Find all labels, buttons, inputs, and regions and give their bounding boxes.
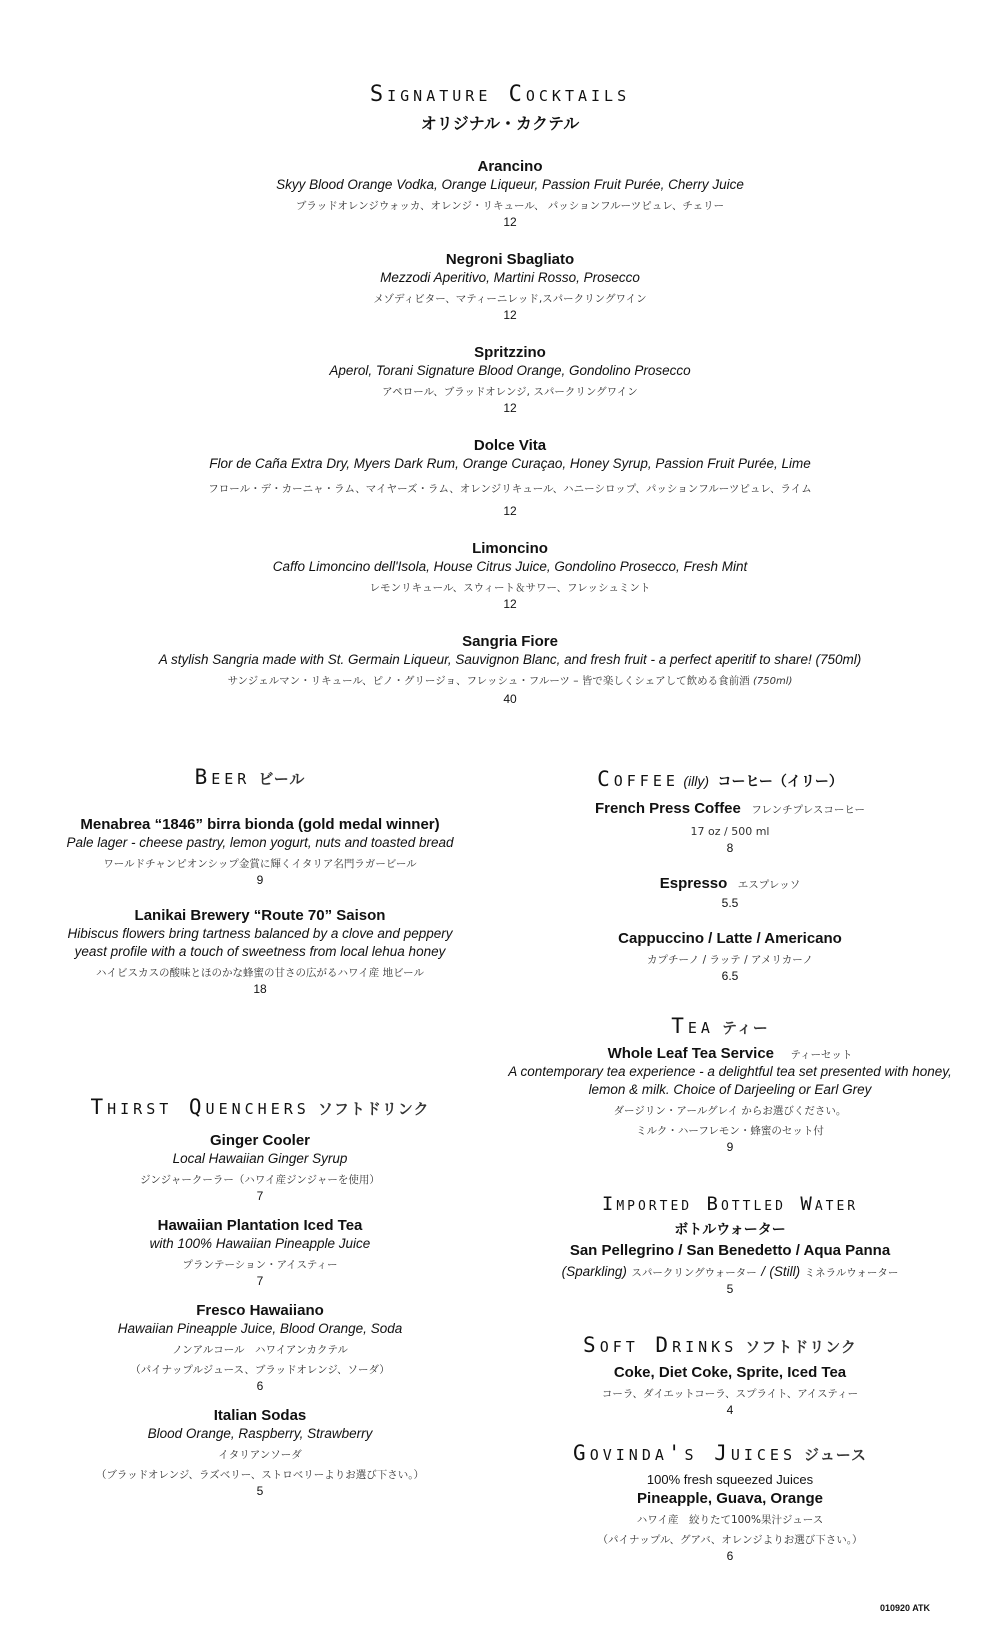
tea-title-row	[480, 1014, 960, 1038]
menu-item	[50, 906, 470, 997]
item-price: 9	[256, 873, 264, 887]
item-desc: Skyy Blood Orange Vodka, Orange Liqueur, Passion Fruit Purée, Cherry Juice	[276, 177, 744, 192]
item-name: Dolce Vita	[473, 437, 547, 454]
item-name: Menabrea “1846” birra bionda (gold medal winner)	[80, 816, 440, 833]
item-name: Pineapple, Guava, Orange	[637, 1490, 823, 1507]
item-jp: コーラ、ダイエットコーラ、スプライト、アイスティー	[601, 1388, 859, 1400]
juices-title-jp: ジュース	[804, 1446, 867, 1464]
item-name: Spritzzino	[474, 344, 546, 361]
item-price: 40	[503, 692, 517, 706]
item-price: 5	[726, 1282, 734, 1296]
item-jp: ジンジャークーラー（ハワイ産ジンジャーを使用）	[140, 1174, 380, 1186]
item-name: Whole Leaf Tea Service	[607, 1045, 775, 1062]
item-price: 12	[503, 308, 517, 322]
menu-item	[500, 1363, 960, 1418]
still-label: (Still)	[769, 1264, 801, 1279]
soft-title-jp: ソフトドリンク	[745, 1338, 857, 1356]
item-name-row	[500, 799, 960, 818]
item-size: 17 oz / 500 ml	[690, 825, 770, 838]
menu-item	[500, 799, 960, 856]
thirst-title-row	[50, 1095, 470, 1119]
item-desc: Flor de Caña Extra Dry, Myers Dark Rum, Orange Curaçao, Honey Syrup, Passion Fruit Purée, Lime	[209, 456, 811, 471]
item-name: San Pellegrino / San Benedetto / Aqua Panna	[569, 1242, 891, 1259]
coffee-title: Coffee	[597, 767, 679, 791]
footer-code: 010920 ATK	[880, 1603, 931, 1613]
item-name: Italian Sodas	[213, 1407, 307, 1424]
soft-drinks-section	[500, 1333, 960, 1418]
menu-item	[50, 1301, 470, 1394]
item-jp: カプチーノ / ラッテ / アメリカーノ	[646, 954, 814, 966]
item-desc: Pale lager - cheese pastry, lemon yogurt, nuts and toasted bread	[66, 835, 454, 850]
item-desc: Mezzodi Aperitivo, Martini Rosso, Prosecco	[380, 270, 640, 285]
item-jp: メゾディビター、マティーニレッド,スパークリングワイン	[373, 293, 647, 305]
item-price: 8	[726, 841, 734, 855]
menu-item	[100, 539, 920, 612]
item-price: 9	[726, 1140, 734, 1154]
coffee-title-row	[480, 767, 960, 791]
item-jp: エスプレッソ	[737, 879, 801, 891]
coffee-title-note: (illy)	[683, 773, 709, 789]
menu-item	[100, 632, 920, 707]
coffee-title-jp: コーヒー（イリー）	[717, 774, 843, 790]
beer-title: Beer	[194, 765, 251, 789]
menu-item	[500, 1044, 960, 1155]
beer-title-row	[30, 765, 470, 789]
still-jp: ミネラルウォーター	[804, 1267, 899, 1279]
item-desc: A stylish Sangria made with St. Germain Liqueur, Sauvignon Blanc, and fresh fruit - a perfect aperitif to share! (750ml)	[158, 652, 862, 667]
thirst-title-jp: ソフトドリンク	[317, 1100, 430, 1118]
item-jp: ノンアルコール ハワイアンカクテル	[172, 1344, 348, 1356]
item-jp: サンジェルマン・リキュール、ピノ・グリージョ、フレッシュ・フルーツ – 皆で楽しくシェアして飲める食前酒	[227, 675, 750, 687]
item-desc: A contemporary tea experience - a delightful tea set presented with honey, lemon & milk. Choice of Darjeeling or Earl Grey	[508, 1064, 952, 1097]
item-name: Fresco Hawaiiano	[196, 1302, 324, 1319]
item-jp: アペロール、ブラッドオレンジ, スパークリングワイン	[382, 386, 638, 398]
coffee-section	[500, 767, 960, 984]
item-price: 12	[503, 597, 517, 611]
menu-item	[50, 815, 470, 888]
item-price: 12	[503, 215, 517, 229]
item-desc: with 100% Hawaiian Pineapple Juice	[149, 1236, 371, 1251]
juices-title-row	[480, 1441, 960, 1465]
item-name: Coke, Diet Coke, Sprite, Iced Tea	[613, 1364, 847, 1381]
item-jp-row	[100, 673, 920, 691]
menu-item	[500, 1471, 960, 1564]
item-jp: フロール・デ・カーニャ・ラム、マイヤーズ・ラム、オレンジリキュール、ハニーシロップ、パッションフルーツピュレ、ライム	[208, 483, 812, 495]
item-name-row	[500, 1044, 960, 1063]
item-name-row	[500, 874, 960, 893]
thirst-section	[50, 1095, 470, 1499]
item-desc: Aperol, Torani Signature Blood Orange, Gondolino Prosecco	[329, 363, 691, 378]
item-price: 4	[726, 1403, 734, 1417]
water-title: Imported Bottled Water	[601, 1193, 859, 1215]
menu-item	[50, 1216, 470, 1289]
item-jp: フレンチプレスコーヒー	[751, 804, 865, 816]
water-types-row	[500, 1263, 960, 1281]
item-desc: Hibiscus flowers bring tartness balanced by a clove and peppery yeast profile with a touch of sweetness from local lehua honey	[67, 926, 453, 959]
item-jp: レモンリキュール、スウィート＆サワー、フレッシュミント	[369, 582, 651, 594]
signature-title: Signature Cocktails	[369, 82, 631, 107]
item-name: Negroni Sbagliato	[445, 251, 575, 268]
item-desc: Hawaiian Pineapple Juice, Blood Orange, Soda	[117, 1321, 403, 1336]
item-price: 6.5	[721, 969, 739, 983]
sparkling-label: (Sparkling)	[561, 1264, 627, 1279]
item-name: Cappuccino / Latte / Americano	[618, 930, 842, 947]
item-jp: イタリアンソーダ	[218, 1449, 302, 1461]
separator: /	[761, 1264, 765, 1279]
item-price: 5	[256, 1484, 264, 1498]
item-name: Espresso	[659, 875, 728, 892]
signature-section	[0, 82, 1000, 134]
item-price: 12	[503, 401, 517, 415]
item-subtitle: 100% fresh squeezed Juices	[646, 1472, 814, 1487]
item-name: Hawaiian Plantation Iced Tea	[157, 1217, 363, 1234]
item-jp-detail: （パイナップルジュース、ブラッドオレンジ、ソーダ）	[130, 1364, 390, 1376]
item-price: 6	[726, 1549, 734, 1563]
menu-item	[100, 157, 920, 230]
item-name: Ginger Cooler	[209, 1132, 310, 1149]
item-name: Lanikai Brewery “Route 70” Saison	[134, 907, 386, 924]
soft-title-row	[480, 1333, 960, 1357]
item-name: Sangria Fiore	[462, 633, 558, 650]
item-jp: ハワイ産 絞りたて100%果汁ジュース	[636, 1514, 824, 1526]
menu-item	[500, 929, 960, 984]
item-desc: Local Hawaiian Ginger Syrup	[172, 1151, 348, 1166]
menu-item	[500, 1241, 960, 1297]
menu-item	[50, 1406, 470, 1499]
sparkling-jp: スパークリングウォーター	[631, 1267, 757, 1279]
item-jp: ハイビスカスの酸味とほのかな蜂蜜の甘さの広がるハワイ産 地ビール	[96, 967, 424, 979]
menu-item	[500, 874, 960, 911]
item-desc: Blood Orange, Raspberry, Strawberry	[147, 1426, 373, 1441]
item-price: 12	[503, 504, 517, 518]
beer-section	[50, 765, 470, 997]
item-name: French Press Coffee	[594, 800, 741, 817]
tea-title-jp: ティー	[721, 1019, 769, 1037]
item-jp: プランテーション・アイスティー	[182, 1259, 338, 1271]
item-price: 7	[256, 1189, 264, 1203]
menu-item	[100, 436, 920, 519]
item-price: 5.5	[721, 896, 739, 910]
menu-item	[100, 343, 920, 416]
tea-section	[500, 1014, 960, 1155]
thirst-title: Thirst Quenchers	[90, 1095, 310, 1119]
item-price: 18	[253, 982, 267, 996]
item-price: 6	[256, 1379, 264, 1393]
item-jp: ブラッドオレンジウォッカ、オレンジ・リキュール、 パッションフルーツピュレ、チェリー	[295, 200, 725, 212]
juices-title: Govinda's Juices	[573, 1441, 796, 1465]
item-jp-detail: （パイナップル、グアバ、オレンジよりお選び下さい。）	[597, 1534, 863, 1546]
signature-title-jp: オリジナル・カクテル	[420, 114, 580, 133]
menu-item	[100, 250, 920, 323]
beer-title-jp: ビール	[258, 770, 306, 788]
item-desc: Caffo Limoncino dell'Isola, House Citrus Juice, Gondolino Prosecco, Fresh Mint	[272, 559, 748, 574]
item-jp: ワールドチャンピオンシップ金賞に輝くイタリア名門ラガービール	[103, 858, 417, 870]
item-name: Limoncino	[472, 540, 548, 557]
water-title-jp: ボトルウォーター	[674, 1222, 786, 1238]
water-section	[500, 1193, 960, 1297]
menu-item	[50, 1131, 470, 1204]
item-jp: ティーセット	[790, 1049, 853, 1061]
item-jp-note: (750ml)	[753, 676, 793, 687]
item-jp-detail: ダージリン・アールグレイ からお選びください。	[613, 1105, 847, 1117]
item-jp-detail: （ブラッドオレンジ、ラズベリー、ストロベリーよりお選び下さい。）	[95, 1469, 425, 1481]
tea-title: Tea	[671, 1014, 714, 1038]
item-price: 7	[256, 1274, 264, 1288]
item-jp-detail: ミルク・ハーフレモン・蜂蜜のセット付	[636, 1125, 824, 1137]
signature-items	[100, 157, 920, 707]
item-name: Arancino	[477, 158, 543, 175]
juices-section	[500, 1441, 960, 1564]
soft-title: Soft Drinks	[583, 1333, 738, 1357]
